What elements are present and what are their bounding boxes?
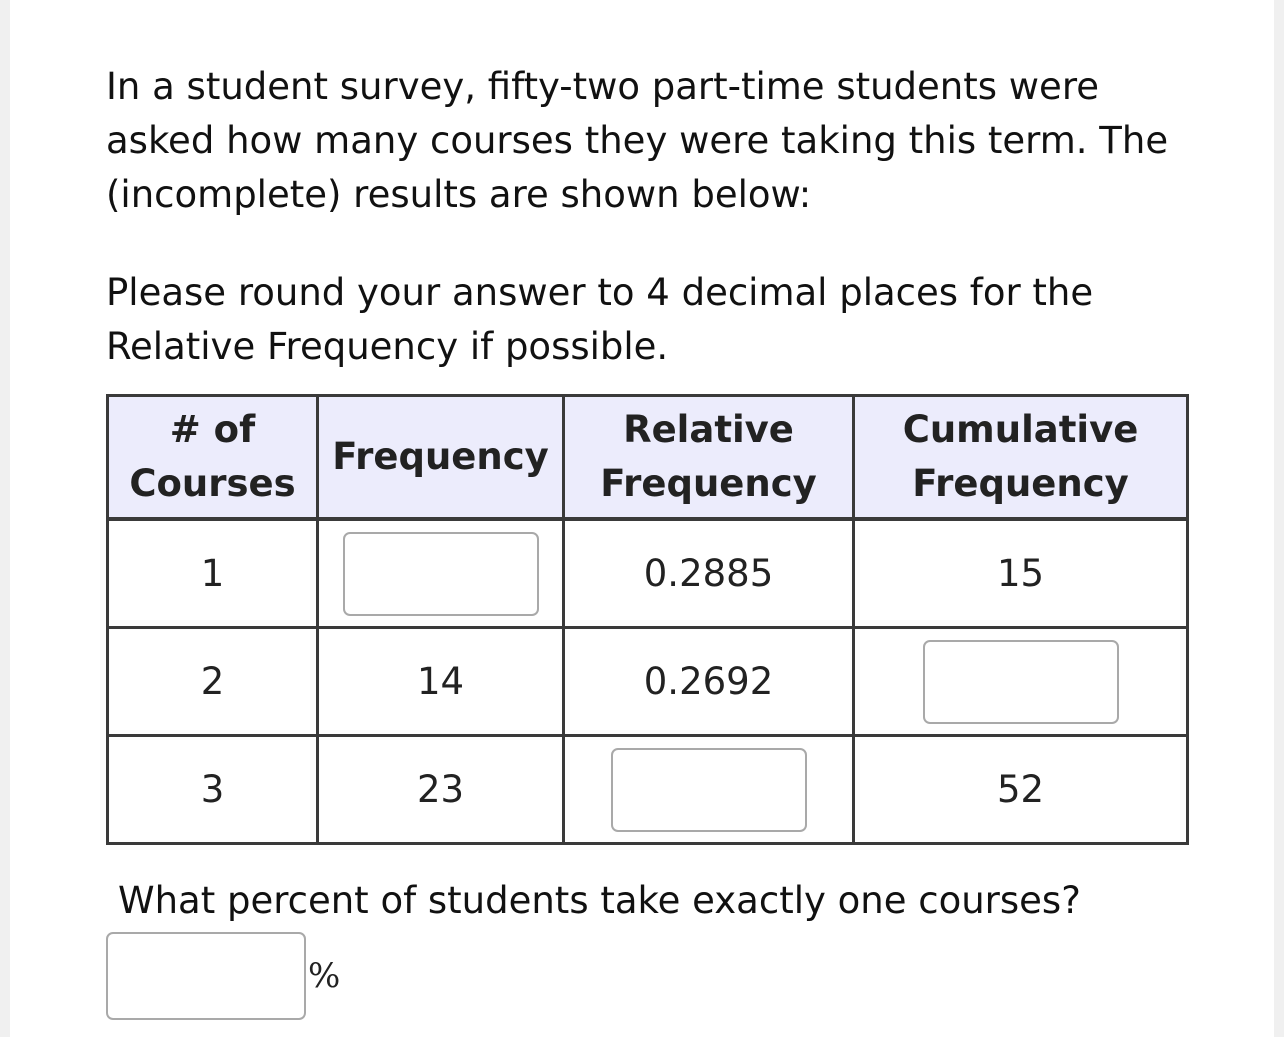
courses-cell: 1 [108, 519, 318, 628]
cumulative-frequency-cell: 52 [854, 736, 1188, 844]
frequency-input-row-1[interactable] [343, 532, 539, 616]
frequency-cell: 23 [318, 736, 564, 844]
table-row [108, 628, 1188, 736]
courses-cell: 3 [108, 736, 318, 844]
frequency-cell [318, 519, 564, 628]
header-courses: # of Courses [108, 396, 318, 520]
percent-unit-label: % [308, 956, 341, 996]
intro-paragraph: In a student survey, fifty-two part-time students were asked how many courses they were taking this term. The (incomplete) results are shown below: [106, 65, 1169, 216]
question-page [10, 0, 1274, 1037]
relative-frequency-cell: 0.2692 [564, 628, 854, 736]
percent-question: What percent of students take exactly one courses? [118, 879, 1081, 922]
relative-frequency-cell [564, 736, 854, 844]
cumulative-frequency-cell: 15 [854, 519, 1188, 628]
courses-cell: 2 [108, 628, 318, 736]
cumulative-frequency-cell [854, 628, 1188, 736]
frequency-table [106, 394, 1189, 845]
header-frequency: Frequency [318, 396, 564, 520]
header-cumulative-frequency: Cumulative Frequency [854, 396, 1188, 520]
table-row [108, 736, 1188, 844]
rounding-instruction: Please round your answer to 4 decimal places for the Relative Frequency if possible. [106, 271, 1094, 368]
relative-frequency-cell: 0.2885 [564, 519, 854, 628]
relative-frequency-input-row-3[interactable] [611, 748, 807, 832]
table-header-row [108, 396, 1188, 520]
header-relative-frequency: Relative Frequency [564, 396, 854, 520]
frequency-cell: 14 [318, 628, 564, 736]
cumulative-frequency-input-row-2[interactable] [923, 640, 1119, 724]
table-row [108, 519, 1188, 628]
percent-answer-input[interactable] [106, 932, 306, 1020]
